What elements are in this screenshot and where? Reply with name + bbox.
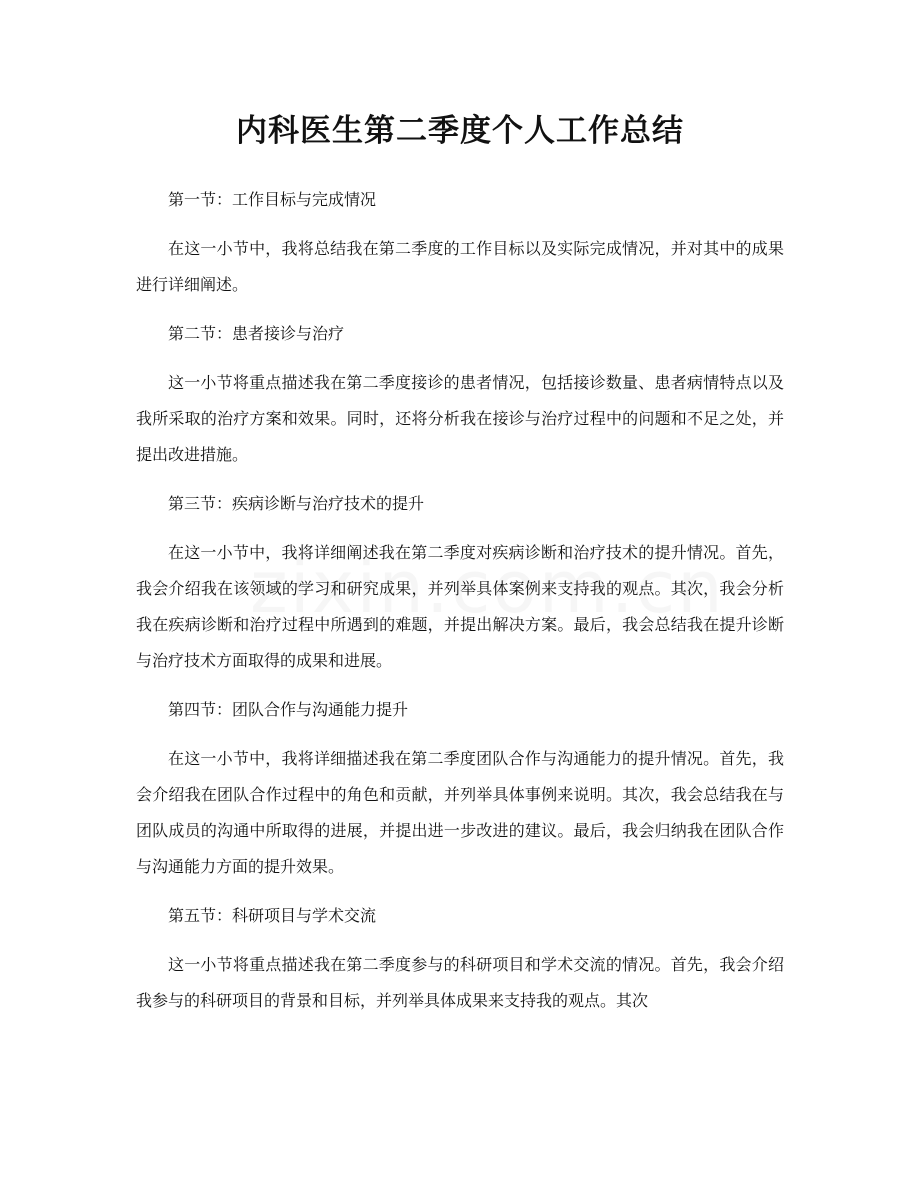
section-2-heading: 第二节：患者接诊与治疗 <box>168 324 345 343</box>
section-4-heading: 第四节：团队合作与沟通能力提升 <box>168 700 409 719</box>
section-1-heading: 第一节：工作目标与完成情况 <box>168 190 377 209</box>
section-4-body: 在这一小节中，我将详细描述我在第二季度团队合作与沟通能力的提升情况。首先，我会介绍我在团队合作过程中的角色和贡献，并列举具体事例来说明。其次，我会总结我在与团队成员的沟通中所取得的进展，并提出进一步改进的建议。最后，我会归纳我在团队合作与沟通能力方面的提升效果。 <box>136 749 784 876</box>
section-2-body: 这一小节将重点描述我在第二季度接诊的患者情况，包括接诊数量、患者病情特点以及我所采取的治疗方案和效果。同时，还将分析我在接诊与治疗过程中的问题和不足之处，并提出改进措施。 <box>136 373 784 464</box>
section-1-body: 在这一小节中，我将总结我在第二季度的工作目标以及实际完成情况，并对其中的成果进行详细阐述。 <box>136 239 784 294</box>
section-3-body: 在这一小节中，我将详细阐述我在第二季度对疾病诊断和治疗技术的提升情况。首先，我会介绍我在该领域的学习和研究成果，并列举具体案例来支持我的观点。其次，我会分析我在疾病诊断和治疗过程中所遇到的难题，并提出解决方案。最后，我会总结我在提升诊断与治疗技术方面取得的成果和进展。 <box>136 543 784 670</box>
document-content <box>136 182 784 1032</box>
page-title: 内科医生第二季度个人工作总结 <box>236 113 684 149</box>
section-5-body: 这一小节将重点描述我在第二季度参与的科研项目和学术交流的情况。首先，我会介绍我参与的科研项目的背景和目标，并列举具体成果来支持我的观点。其次 <box>136 955 784 1010</box>
section-5-heading: 第五节：科研项目与学术交流 <box>168 906 377 925</box>
section-3-heading: 第三节：疾病诊断与治疗技术的提升 <box>168 494 425 513</box>
